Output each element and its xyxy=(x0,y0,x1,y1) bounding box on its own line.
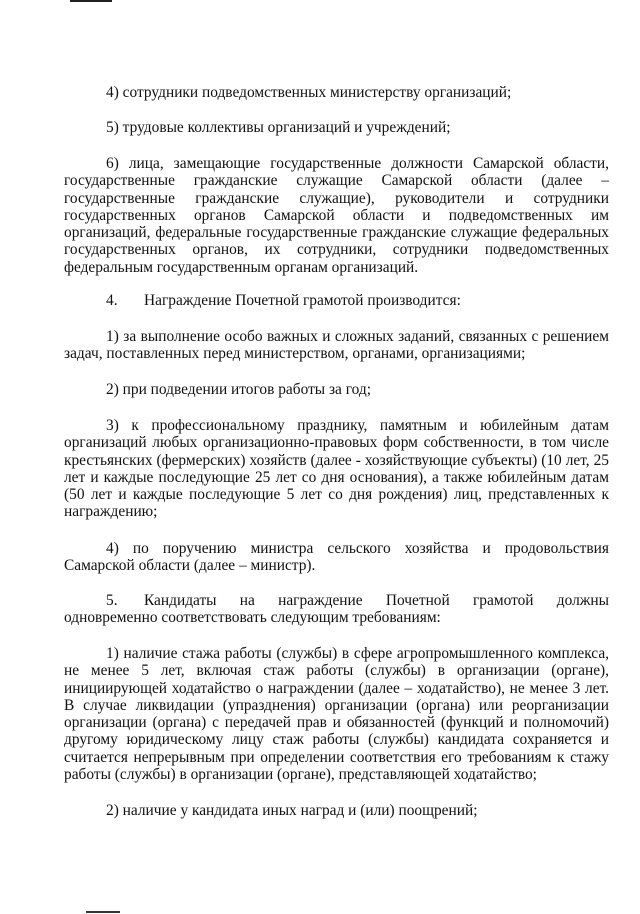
scan-mark-top xyxy=(70,0,112,2)
section-number: 5. xyxy=(106,592,118,609)
paragraph-item-4: 4) сотрудники подведомственных министерству организаций; xyxy=(106,84,512,101)
scan-mark-bottom xyxy=(86,911,120,913)
section-text: Кандидаты на награждение Почетной грамотой должны одновременно соответствовать следующим требованиям: xyxy=(64,592,609,627)
section-text: Награждение Почетной грамотой производится: xyxy=(144,292,461,309)
award-reason-4: 4) по поручению министра сельского хозяйства и продовольствия Самарской области (далее – министр). xyxy=(64,540,609,575)
requirement-2: 2) наличие у кандидата иных наград и (или) поощрений; xyxy=(106,802,478,819)
requirement-1: 1) наличие стажа работы (службы) в сфере агропромышленного комплекса, не менее 5 лет, включая стаж работы (службы) в организации (органе), инициирующей ходатайство о награждении (далее – ходатайство), не менее 3 лет. В случае ликвидации (упразднения) организации (органа) или реорганизации организации (органа) с передачей прав и обязанностей (функций и полномочий) другому юридическому лицу стаж работы (службы) кандидата сохраняется и считается непрерывным при определении соответствия его требованиям к стажу работы (службы) в организации (органе), представляющей ходатайство; xyxy=(64,645,609,784)
award-reason-2: 2) при подведении итогов работы за год; xyxy=(106,381,372,398)
section-4-paragraph xyxy=(64,292,609,309)
section-number: 4. xyxy=(106,292,118,309)
paragraph-item-5: 5) трудовые коллективы организаций и учреждений; xyxy=(106,119,451,136)
award-reason-1: 1) за выполнение особо важных и сложных заданий, связанных с решением задач, поставленных перед министерством, органами, организациями; xyxy=(64,328,609,363)
section-5-paragraph xyxy=(64,592,609,627)
award-reason-3: 3) к профессиональному празднику, памятным и юбилейным датам организаций любых организационно-правовых форм собственности, в том числе крестьянских (фермерских) хозяйств (далее - хозяйствующие субъекты) (10 лет, 25 лет и каждые последующие 25 лет со дня основания), а также юбилейным датам (50 лет и каждые последующие 5 лет со дня рождения) лиц, представленных к награждению; xyxy=(64,417,609,521)
paragraph-item-6: 6) лица, замещающие государственные должности Самарской области, государственные гражданские служащие Самарской области (далее – государственные гражданские служащие), руководители и сотрудники государственных органов Самарской области и подведомственных им организаций, федеральные государственные гражданские служащие федеральных государственных органов, их сотрудники, сотрудники подведомственных федеральным государственным органам организаций. xyxy=(64,155,609,276)
